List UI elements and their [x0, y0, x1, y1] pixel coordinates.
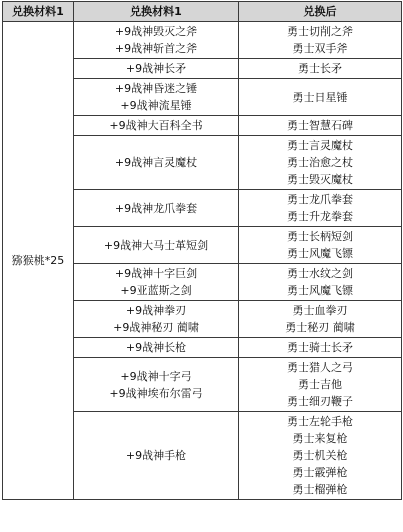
input-materials-cell [74, 79, 239, 116]
input-materials-cell [74, 22, 239, 59]
result-item: 勇士毁灭魔杖 [287, 173, 353, 186]
result-item: 勇士升龙拳套 [287, 210, 353, 223]
result-items-cell [239, 79, 402, 116]
result-item: 勇士吉他 [298, 378, 342, 391]
input-materials-cell [74, 338, 239, 358]
input-material: +9战神埃布尔雷弓 [109, 386, 203, 400]
header-material-b: 兑换材料1 [74, 2, 239, 22]
result-item: 勇士猎人之弓 [287, 361, 353, 374]
input-material: +9战神十字弓 [120, 369, 192, 383]
input-materials-cell [74, 301, 239, 338]
result-item: 勇士言灵魔杖 [287, 139, 353, 152]
input-materials-cell [74, 59, 239, 79]
result-item: 勇士风魔飞镖 [287, 284, 353, 297]
result-item: 勇士榴弹枪 [292, 483, 348, 496]
result-item: 勇士水纹之剑 [287, 267, 353, 280]
input-material: +9战神秘刃 蔺啸 [113, 321, 199, 334]
input-materials-cell [74, 358, 239, 412]
result-items-cell [239, 227, 402, 264]
result-items-cell [239, 190, 402, 227]
exchange-table-container [2, 1, 402, 500]
result-items-cell [239, 264, 402, 301]
result-item: 勇士龙爪拳套 [287, 193, 353, 206]
input-material: +9战神毁灭之斧 [114, 25, 198, 38]
result-item: 勇士长柄短剑 [287, 230, 353, 243]
input-material: +9战神昏迷之锤 [114, 82, 198, 95]
result-item: 勇士机关枪 [292, 449, 348, 462]
result-items-cell [239, 338, 402, 358]
input-material: +9战神流星锤 [120, 99, 192, 112]
table-row [3, 22, 402, 59]
input-material: +9战神大百科全书 [109, 119, 203, 132]
header-material-a: 兑换材料1 [3, 2, 74, 22]
result-item: 勇士智慧石碑 [287, 119, 353, 132]
shared-material-cell: 猕猴桃*25 [3, 22, 74, 500]
result-items-cell [239, 301, 402, 338]
input-materials-cell [74, 190, 239, 227]
result-item: 勇士左轮手枪 [287, 415, 353, 428]
input-material: +9战神龙爪拳套 [114, 201, 198, 215]
input-material: +9战神十字巨剑 [114, 267, 198, 280]
exchange-table [2, 1, 402, 500]
input-material: +9战神长枪 [125, 341, 187, 354]
result-item: 勇士风魔飞镖 [287, 247, 353, 260]
result-item: 勇士血拳刃 [292, 304, 348, 317]
result-item: 勇士来复枪 [292, 432, 348, 445]
result-item: 勇士切削之斧 [287, 25, 353, 38]
input-materials-cell [74, 264, 239, 301]
input-materials-cell [74, 116, 239, 136]
result-items-cell [239, 22, 402, 59]
result-items-cell [239, 59, 402, 79]
exchange-table-body [3, 22, 402, 500]
result-items-cell [239, 136, 402, 190]
input-material: +9战神长矛 [125, 62, 187, 75]
result-item: 勇士双手斧 [292, 42, 348, 55]
result-item: 勇士霰弹枪 [292, 466, 348, 479]
result-items-cell [239, 358, 402, 412]
header-result: 兑换后 [239, 2, 402, 22]
result-item: 勇士细刃鞭子 [287, 395, 353, 408]
result-item: 勇士长矛 [298, 62, 342, 75]
input-materials-cell [74, 412, 239, 500]
result-item: 勇士日星锤 [292, 90, 348, 104]
result-item: 勇士治愈之杖 [287, 156, 353, 169]
result-items-cell [239, 412, 402, 500]
input-material: +9战神言灵魔杖 [114, 156, 198, 169]
input-material: +9战神手枪 [125, 449, 187, 462]
header-row [3, 2, 402, 22]
input-material: +9战神大马士革短剑 [103, 238, 209, 252]
input-material: +9亚蓝斯之剑 [120, 284, 192, 297]
input-material: +9战神斩首之斧 [114, 42, 198, 55]
result-items-cell [239, 116, 402, 136]
input-materials-cell [74, 227, 239, 264]
input-material: +9战神拳刃 [125, 304, 187, 317]
result-item: 勇士骑士长矛 [287, 341, 353, 354]
result-item: 勇士秘刃 蔺啸 [285, 321, 355, 334]
input-materials-cell [74, 136, 239, 190]
